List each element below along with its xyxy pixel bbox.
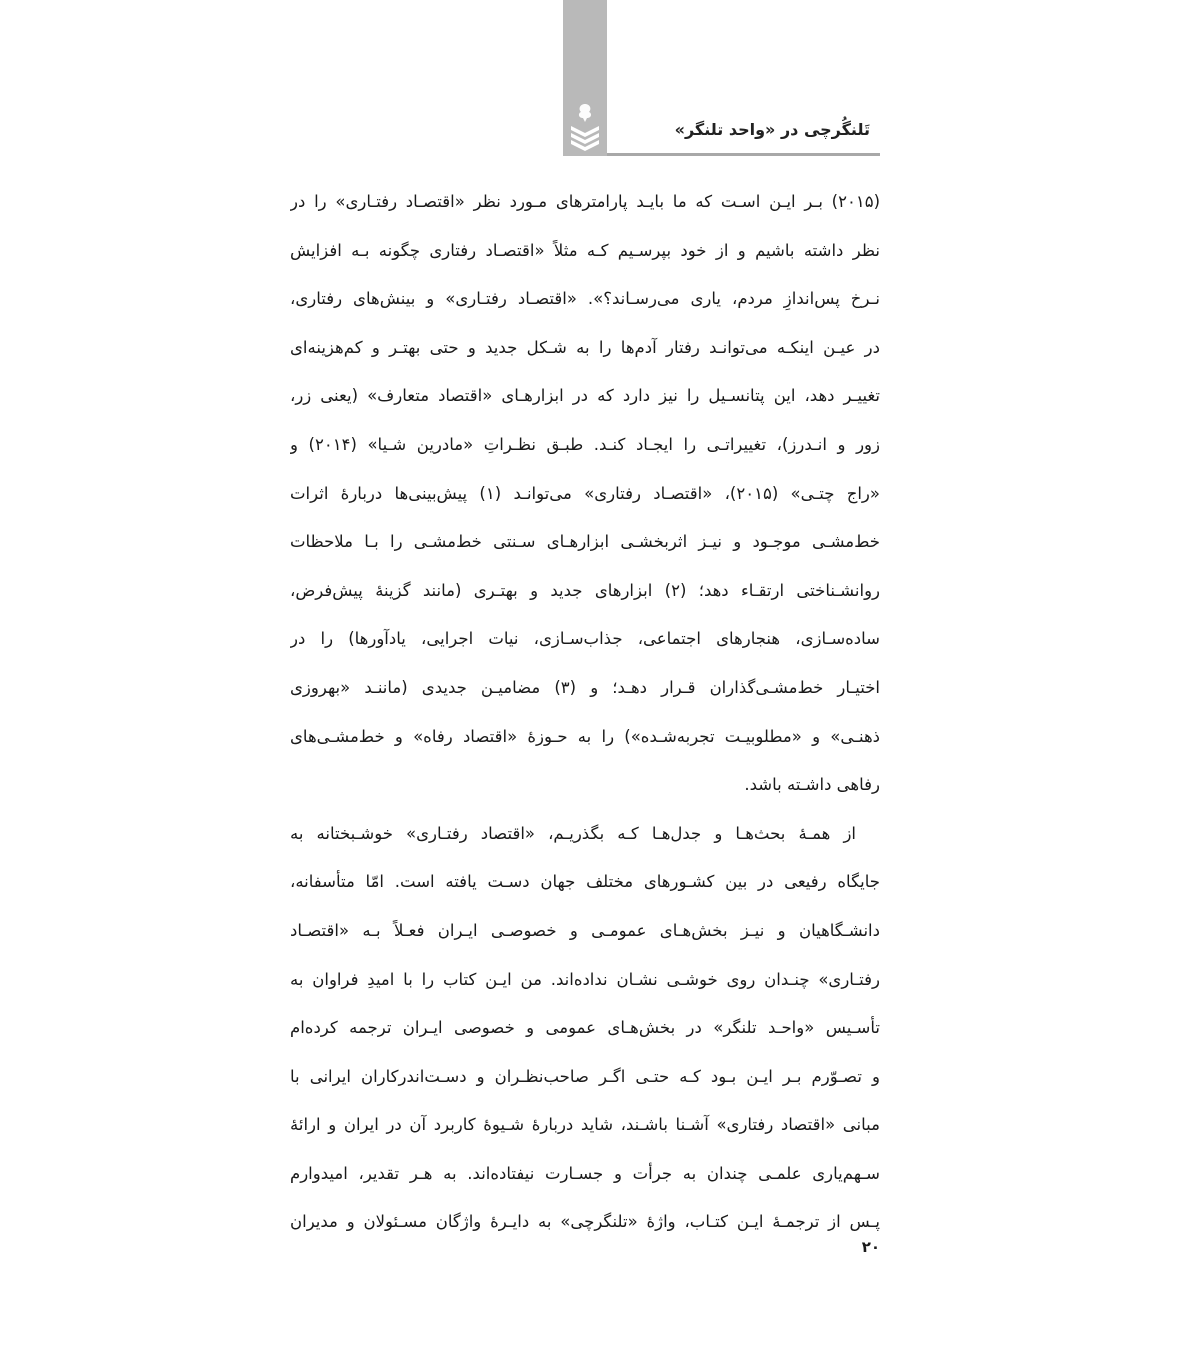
text-line: رفتـاری» چنـدان روی خوشـی نشـان نداده‌اند. من ایـن کتاب را با امیدِ فراوان به — [290, 969, 880, 989]
text-line: ساده‌سـازی، هنجارهای اجتماعی، جذاب‌سـازی، نیات اجرایی، یادآورها) را در — [290, 629, 880, 649]
text-line: دانشـگاهیان و نیـز بخش‌هـای عمومـی و خصوصـی ایـران فعـلاً بـه «اقتصـاد — [290, 920, 880, 940]
text-line: زور و انـدرز)، تغییراتـی را ایجـاد کنـد. طبـق نظـراتِ «مادرین شـیا» (۲۰۱۴) و — [290, 434, 880, 454]
text-line: نظر داشته باشیم و از خود بپرسـیم کـه مثلاً «اقتصـاد رفتاری چگونه بـه افزایش — [290, 240, 880, 260]
text-line: سـهم‌یاری علمـی چندان به جرأت و جسـارت نیفتاده‌اند. به هـر تقدیر، امیدوارم — [290, 1163, 880, 1183]
paragraph — [290, 178, 880, 810]
text-line: و تصـوّرم بـر ایـن بـود کـه حتـی اگـر صاحب‌نظـران و دسـت‌اندرکاران ایرانی با — [290, 1066, 880, 1086]
text-line: «راج چتـی» (۲۰۱۵)، «اقتصـاد رفتاری» می‌توانـد (۱) پیش‌بینی‌ها دربارهٔ اثرات — [290, 483, 880, 503]
text-line: خط‌مشـی موجـود و نیـز اثربخشـی ابزارهـای سـنتی خط‌مشـی را بـا ملاحظات — [290, 532, 880, 552]
text-line: پـس از ترجمـهٔ ایـن کتـاب، واژهٔ «تلنگرچی» به دایـرهٔ واژگان مسـئولان و مدیران — [290, 1212, 880, 1232]
text-line: تغییـر دهد، این پتانسـیل را نیز دارد که در ابزارهـای «اقتصاد متعارف» (یعنی زر، — [290, 386, 880, 406]
page-text — [290, 178, 880, 1247]
text-line: نـرخ پس‌اندازِ مردم، یاری می‌رسـاند؟». «اقتصـاد رفتـاری» و بینش‌های رفتاری، — [290, 289, 880, 309]
text-line: مبانی «اقتصاد رفتاری» آشـنا باشـند، شاید دربارهٔ شـیوهٔ کاربرد آن در ایران و ارائهٔ — [290, 1115, 880, 1135]
text-line: از همـهٔ بحث‌هـا و جدل‌هـا کـه بگذریـم، «اقتصاد رفتـاری» خوشـبختانه به — [290, 823, 856, 843]
text-line: روانشـناختی ارتقـاء دهد؛ (۲) ابزارهای جدید و بهتـری (مانند گزینهٔ پیش‌فرض، — [290, 580, 880, 600]
text-line: تأسـیس «واحـد تلنگر» در بخش‌هـای عمومی و خصوصی ایـران ترجمه کرده‌ام — [290, 1018, 880, 1038]
text-line: (۲۰۱۵) بـر ایـن اسـت که ما بایـد پارامترهای مـورد نظر «اقتصـاد رفتـاری» را در — [290, 192, 880, 211]
text-line: اختیـار خط‌مشـی‌گذاران قـرار دهـد؛ و (۳) مضامیـن جدیدی (ماننـد «بهروزی — [290, 677, 880, 697]
running-head-title: تَلنگُرچی در «واحد تلنگر» — [674, 120, 870, 139]
page-number: ۲۰ — [861, 1238, 880, 1256]
text-line: در عیـن اینکـه می‌توانـد رفتار آدم‌ها را به شـکل جدید و حتی بهتـر و کم‌هزینه‌ای — [290, 337, 880, 357]
book-logo-icon — [568, 100, 602, 152]
paragraph — [290, 810, 880, 1247]
text-line: ذهنـی» و «مطلوبیـت تجربه‌شـده») را به حـوزهٔ «اقتصاد رفاه» و خط‌مشـی‌های — [290, 726, 880, 746]
header-rule — [607, 153, 880, 156]
text-line: جایگاه رفیعی در بین کشـورهای مختلف جهان دسـت یافته است. امّا متأسفانه، — [290, 872, 880, 892]
text-line: رفاهی داشـته باشد. — [744, 775, 880, 795]
